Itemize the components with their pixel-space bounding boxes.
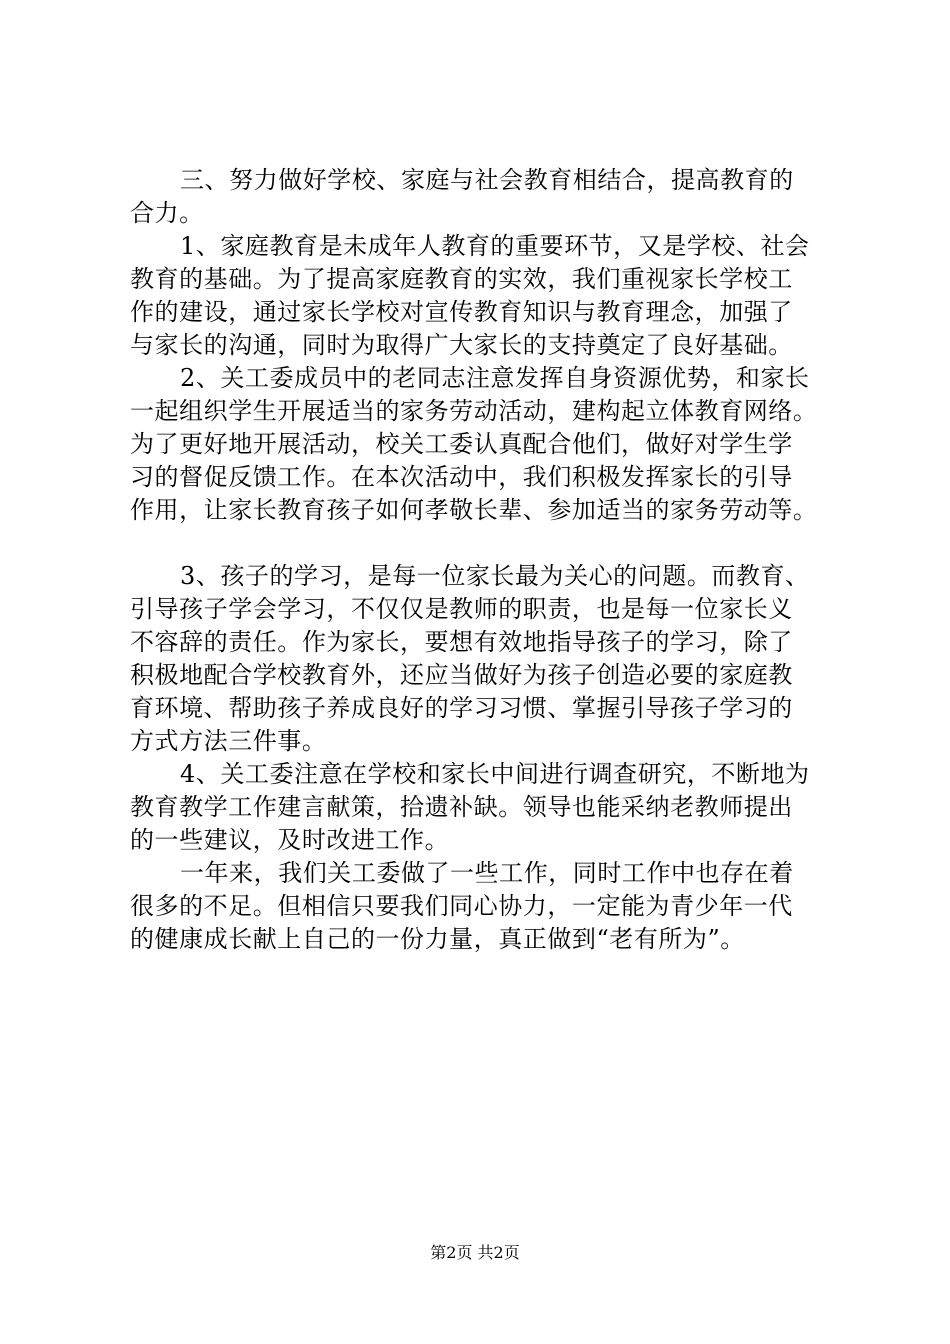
text-line: 的一些建议，及时改进工作。 xyxy=(130,826,450,854)
section-heading-paragraph xyxy=(130,164,836,230)
text-line: 2、关工委成员中的老同志注意发挥自身资源优势，和家长 xyxy=(180,364,810,392)
paragraph-1 xyxy=(130,230,836,362)
text-line: 三、努力做好学校、家庭与社会教育相结合，提高教育的 xyxy=(180,166,794,194)
document-body xyxy=(130,164,836,956)
text-line: 一起组织学生开展适当的家务劳动活动，建构起立体教育网络。 xyxy=(130,397,818,425)
text-line: 教育的基础。为了提高家庭教育的实效，我们重视家长学校工 xyxy=(130,265,793,293)
text-line: 育环境、帮助孩子养成良好的学习习惯、掌握引导孩子学习的 xyxy=(130,694,793,722)
text-line: 4、关工委注意在学校和家长中间进行调查研究，不断地为 xyxy=(180,760,810,788)
text-line: 合力。 xyxy=(130,199,204,227)
text-line: 不容辞的责任。作为家长，要想有效地指导孩子的学习，除了 xyxy=(130,628,793,656)
text-line: 方式方法三件事。 xyxy=(130,727,327,755)
text-line: 一年来，我们关工委做了一些工作，同时工作中也存在着 xyxy=(180,859,794,887)
text-line: 引导孩子学会学习，不仅仅是教师的职责，也是每一位家长义 xyxy=(130,595,793,623)
text-line: 习的督促反馈工作。在本次活动中，我们积极发挥家长的引导 xyxy=(130,463,793,491)
closing-paragraph xyxy=(130,857,836,956)
paragraph-4 xyxy=(130,758,836,857)
text-line: 作的建设，通过家长学校对宣传教育知识与教育理念，加强了 xyxy=(130,298,793,326)
paragraph-spacer xyxy=(130,527,836,560)
text-line: 很多的不足。但相信只要我们同心协力，一定能为青少年一代 xyxy=(130,892,793,920)
text-line: 3、孩子的学习，是每一位家长最为关心的问题。而教育、 xyxy=(180,562,810,590)
text-line: 与家长的沟通，同时为取得广大家长的支持奠定了良好基础。 xyxy=(130,331,793,359)
text-line: 为了更好地开展活动，校关工委认真配合他们，做好对学生学 xyxy=(130,430,793,458)
paragraph-3 xyxy=(130,560,836,758)
text-line: 的健康成长献上自己的一份力量，真正做到“老有所为”。 xyxy=(130,925,745,953)
text-line: 1、家庭教育是未成年人教育的重要环节，又是学校、社会 xyxy=(180,232,810,260)
text-line: 积极地配合学校教育外，还应当做好为孩子创造必要的家庭教 xyxy=(130,661,793,689)
text-line: 作用，让家长教育孩子如何孝敬长辈、参加适当的家务劳动等。 xyxy=(130,496,818,524)
page-number-footer: 第2页 共2页 xyxy=(430,1243,520,1262)
text-line: 教育教学工作建言献策，拾遗补缺。领导也能采纳老教师提出 xyxy=(130,793,793,821)
paragraph-2 xyxy=(130,362,836,527)
